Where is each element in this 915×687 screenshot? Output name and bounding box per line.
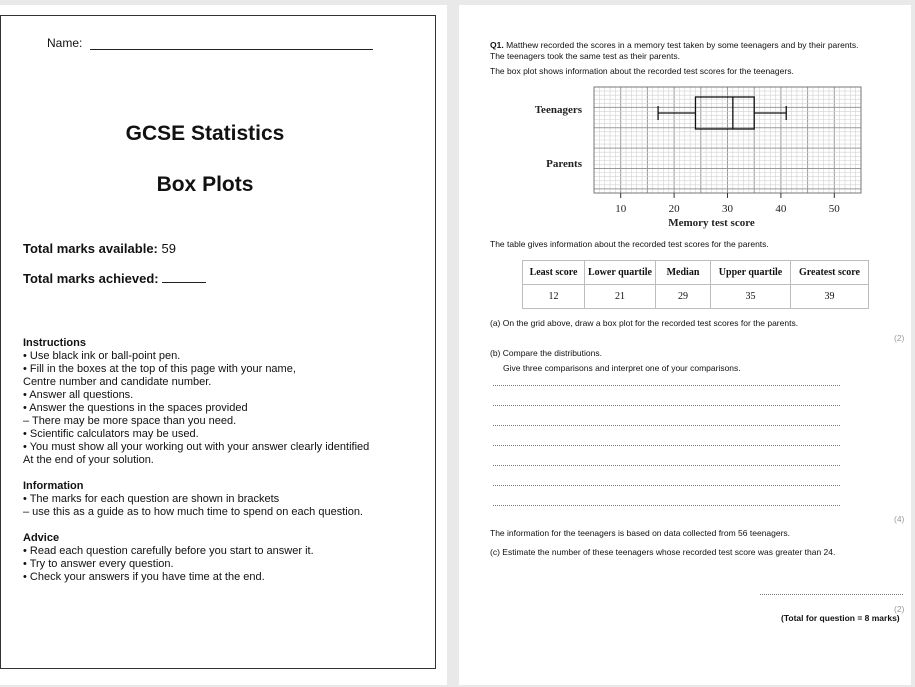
total-achieved-label: Total marks achieved: [23,271,159,286]
page-title: GCSE Statistics [125,122,285,145]
instruction-line: At the end of your solution. [23,454,154,466]
header-least-score: Least score [523,261,585,285]
total-achieved-field[interactable] [162,282,206,283]
total-marks-achieved [23,271,206,286]
value-greatest-score: 39 [791,285,869,309]
marks-part-b: (4) [894,514,905,524]
information-line: • The marks for each question are shown in brackets [23,493,280,505]
box-plot-chart [522,80,882,235]
header-lower-quartile: Lower quartile [585,261,656,285]
x-tick-label: 30 [722,203,733,215]
total-available-label: Total marks available: [23,241,158,256]
instructions-title: Instructions [23,337,86,349]
page-subtitle: Box Plots [156,173,254,196]
answer-line[interactable] [493,465,840,466]
instruction-line: • Answer the questions in the spaces provided [23,402,248,414]
answer-line[interactable] [493,425,840,426]
answer-line[interactable] [493,405,840,406]
answer-line[interactable] [493,485,840,486]
header-greatest-score: Greatest score [791,261,869,285]
information-title: Information [23,480,84,492]
instruction-line: – There may be more space than you need. [23,415,237,427]
value-least-score: 12 [523,285,585,309]
x-tick-label: 10 [615,203,627,215]
x-tick-label: 50 [828,203,840,215]
table-row [523,285,869,309]
x-axis-label: Memory test score [668,217,755,229]
question-intro-1 [490,40,859,51]
header-median: Median [656,261,711,285]
category-label: Parents [546,158,582,170]
instruction-line: Centre number and candidate number. [23,376,212,388]
table-intro: The table gives information about the recorded test scores for the parents. [490,239,769,249]
advice-list [23,545,314,584]
question-intro-2: The teenagers took the same test as their parents. [490,51,680,61]
instruction-line: • Fill in the boxes at the top of this page with your name, [23,363,296,375]
question-number: Q1. [490,40,504,50]
total-marks-available [23,241,176,256]
instruction-line: • Answer all questions. [23,389,134,401]
value-median: 29 [656,285,711,309]
information-line: – use this as a guide as to how much time to spend on each question. [23,506,363,518]
teen-info-text: The information for the teenagers is based on data collected from 56 teenagers. [490,528,791,538]
parents-scores-table [522,260,869,309]
advice-title: Advice [23,532,60,544]
marks-part-a: (2) [894,333,905,343]
advice-line: • Try to answer every question. [23,558,174,570]
instruction-line: • Scientific calculators may be used. [23,428,199,440]
part-a-text: (a) On the grid above, draw a box plot for the recorded test scores for the parents. [490,318,799,328]
instruction-line: • Use black ink or ball-point pen. [23,350,181,362]
x-tick-label: 40 [775,203,787,215]
answer-line[interactable] [493,505,840,506]
information-list [23,493,363,519]
answer-line[interactable] [493,445,840,446]
instructions-list [23,350,369,467]
part-b-subtext: Give three comparisons and interpret one of your comparisons. [503,363,741,373]
answer-line[interactable] [493,385,840,386]
name-label: Name: [47,36,83,50]
question-intro-3: The box plot shows information about the recorded test scores for the teenagers. [490,66,794,76]
table-header-row [523,261,869,285]
quartile-box [695,97,754,129]
total-available-value: 59 [161,241,176,256]
advice-line: • Check your answers if you have time at the end. [23,571,265,583]
x-tick-label: 20 [668,203,680,215]
part-b-text: (b) Compare the distributions. [490,348,602,358]
value-upper-quartile: 35 [711,285,791,309]
value-lower-quartile: 21 [585,285,656,309]
part-c-text: (c) Estimate the number of these teenagers whose recorded test score was greater than 24. [490,547,836,557]
category-label: Teenagers [534,104,582,116]
question-intro-text: Matthew recorded the scores in a memory test taken by some teenagers and by their parents. [506,40,859,50]
name-field[interactable] [90,49,373,50]
advice-line: • Read each question carefully before you start to answer it. [23,545,314,557]
answer-line-part-c[interactable] [760,594,903,595]
marks-part-c: (2) [894,604,905,614]
header-upper-quartile: Upper quartile [711,261,791,285]
question-total: (Total for question = 8 marks) [781,613,900,623]
instruction-line: • You must show all your working out with your answer clearly identified [23,441,370,453]
